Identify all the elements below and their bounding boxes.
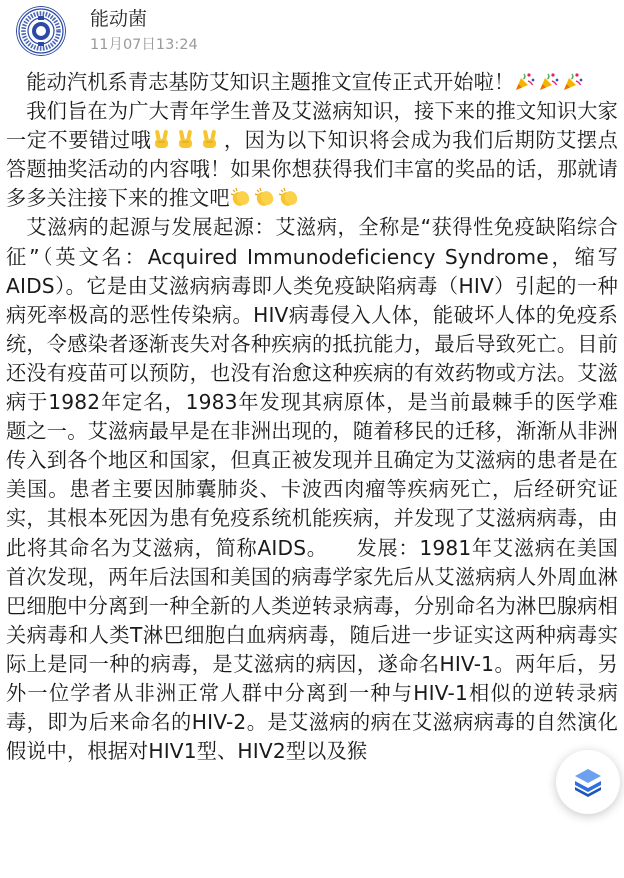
author-name[interactable]: 能动菌 — [90, 8, 148, 30]
victory-hand-icon — [199, 128, 221, 150]
clapping-hands-icon — [278, 186, 300, 208]
floating-action-button[interactable] — [556, 750, 620, 814]
stacked-layers-icon — [570, 764, 606, 800]
clapping-hands-icon — [230, 186, 252, 208]
post-timestamp: 11月07日13:24 — [90, 37, 198, 53]
paragraph-purpose — [6, 97, 618, 213]
party-popper-icon — [538, 70, 560, 92]
paragraph-origin: 艾滋病的起源与发展起源：艾滋病，全称是“获得性免疫缺陷综合征”（英文名：Acquired Immunodeficiency Syndrome，缩写AIDS）。它是由艾滋病病毒即人类免疫缺陷病毒（HIV）引起的一种病死率极高的恶性传染病。HIV病毒侵入人体，能破坏人体的免疫系统，令感染者逐渐丧失对各种疾病的抵抗能力，最后导致死亡。目前还没有疫苗可以预防，也没有治愈这种疾病的有效药物或方法。艾滋病于1982年定名，1983年发现其病原体，是当前最棘手的医学难题之一。艾滋病最早是在非洲出现的，随着移民的迁移，渐渐从非洲传入到各个地区和国家，但真正被发现并且确定为艾滋病的患者是在美国。患者主要因肺囊肺炎、卡波西肉瘤等疾病死亡，后经研究证实，其根本死因为患有免疫系统机能疾病，并发现了艾滋病病毒，由此将其命名为艾滋病，简称AIDS。 发展：1981年艾滋病在美国首次发现，两年后法国和美国的病毒学家先后从艾滋病病人外周血淋巴细胞中分离到一种全新的人类逆转录病毒，分别命名为淋巴腺病相关病毒和人类T淋巴细胞白血病病毒，随后进一步证实这两种病毒实际上是同一种的病毒，是艾滋病的病因，遂命名HIV-1。两年后，另外一位学者从非洲正常人群中分离到一种与HIV-1相似的逆转录病毒，即为后来命名的HIV-2。是艾滋病的病在艾滋病病毒的自然演化假说中，根据对HIV1型、HIV2型以及猴 — [6, 215, 618, 764]
party-popper-icon — [514, 70, 536, 92]
intro-text: 能动汽机系青志基防艾知识主题推文宣传正式开始啦！ — [26, 70, 515, 94]
victory-hand-icon — [175, 128, 197, 150]
party-popper-icon — [562, 70, 584, 92]
victory-hand-icon — [151, 128, 173, 150]
paragraph-intro — [6, 68, 618, 97]
purpose-text-a: 我们旨在为广大青年学生普及艾滋病知识，接下来的推文知识大家一定不要错过哦 — [6, 99, 618, 153]
post-body — [6, 68, 618, 766]
university-seal-icon[interactable] — [16, 6, 66, 56]
purpose-text-b: ，因为以下知识将会成为我们后期防艾摆点答题抽奖活动的内容哦！如果你想获得我们丰富的奖品的话，那就请多多关注接下来的推文吧 — [6, 128, 618, 211]
post-header — [0, 0, 624, 64]
clapping-hands-icon — [254, 186, 276, 208]
